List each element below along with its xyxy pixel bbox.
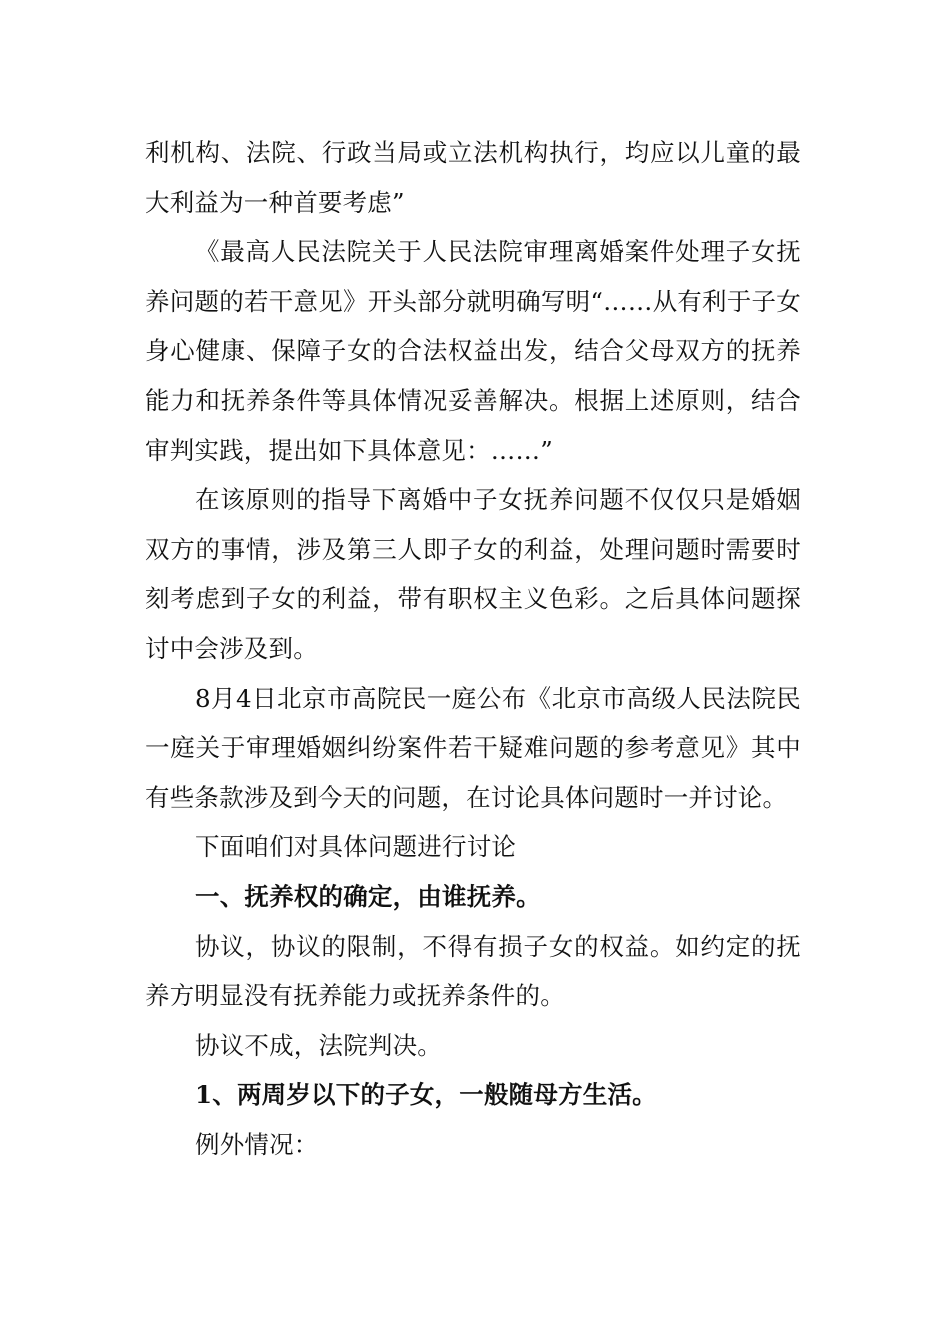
subheading-under-two-years: 1、两周岁以下的子女，一般随母方生活。 — [195, 1080, 657, 1110]
paragraph-supreme-court-opinion: 《最高人民法院关于人民法院审理离婚案件处理子女抚养问题的若干意见》开头部分就明确写明“……从有利于子女身心健康、保障子女的合法权益出发，结合父母双方的抚养能力和抚养条件等具体情况妥善解决。根据上述原则，结合审判实践，提出如下具体意见：……” — [145, 237, 801, 465]
paragraph-exceptions: 例外情况： — [195, 1129, 319, 1159]
section-heading-custody: 一、抚养权的确定，由谁抚养。 — [195, 881, 541, 911]
paragraph-court-judgment: 协议不成，法院判决。 — [195, 1030, 442, 1060]
document-body — [145, 128, 801, 1169]
paragraph-agreement-limits: 协议，协议的限制，不得有损子女的权益。如约定的抚养方明显没有抚养能力或抚养条件的。 — [145, 931, 801, 1011]
paragraph-principle-guidance: 在该原则的指导下离婚中子女抚养问题不仅仅只是婚姻双方的事情，涉及第三人即子女的利益，处理问题时需要时刻考虑到子女的利益，带有职权主义色彩。之后具体问题探讨中会涉及到。 — [145, 485, 801, 663]
paragraph-continuation: 利机构、法院、行政当局或立法机构执行，均应以儿童的最大利益为一种首要考虑” — [145, 138, 801, 217]
paragraph-discussion-intro: 下面咱们对具体问题进行讨论 — [195, 832, 517, 862]
paragraph-beijing-court-reference: 8月4日北京市高院民一庭公布《北京市高级人民法院民一庭关于审理婚姻纠纷案件若干疑难问题的参考意见》其中有些条款涉及到今天的问题，在讨论具体问题时一并讨论。 — [145, 683, 801, 812]
